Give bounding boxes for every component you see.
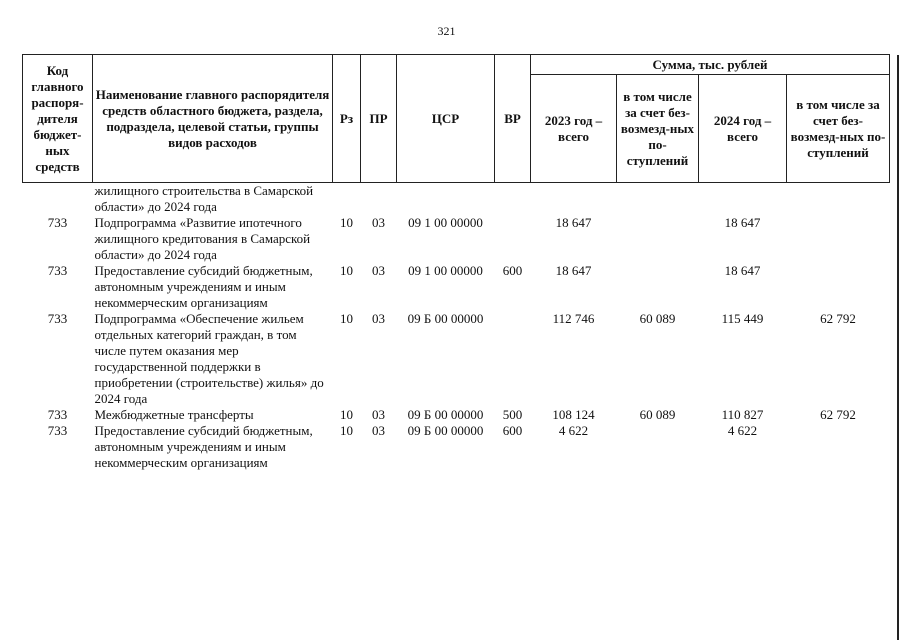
row-vr (495, 183, 531, 216)
header-rz: Рз (333, 55, 361, 183)
table-row (23, 311, 890, 407)
row-2024-total (699, 183, 787, 216)
row-vr (495, 215, 531, 263)
header-2023-grants: в том числе за счет без-возмезд-ных по-ступлений (617, 75, 699, 183)
row-rz: 10 (340, 263, 353, 278)
row-rz: 10 (340, 407, 353, 422)
row-pr: 03 (372, 215, 385, 230)
row-2023-total: 18 647 (555, 263, 592, 278)
row-code: 733 (47, 263, 68, 278)
row-name: Подпрограмма «Обеспечение жильем отдельных категорий граждан, в том числе путем оказания мер государственной поддержки в приобретении (строительстве) жилья» до 2024 года (94, 311, 324, 406)
row-2024-total: 115 449 (721, 311, 764, 326)
page-right-border (897, 55, 899, 640)
table-header (23, 55, 890, 183)
row-csr: 09 Б 00 00000 (407, 407, 484, 422)
row-pr (361, 183, 397, 216)
header-pr: ПР (361, 55, 397, 183)
row-2024-grants (787, 215, 890, 263)
row-2024-total: 18 647 (724, 215, 761, 230)
row-csr: 09 1 00 00000 (408, 263, 483, 278)
row-2023-total: 112 746 (552, 311, 595, 326)
row-2023-grants: 60 089 (639, 311, 676, 326)
row-code: 733 (47, 423, 68, 438)
row-2023-total (531, 183, 617, 216)
row-name: Межбюджетные трансферты (94, 407, 254, 422)
header-2023-total: 2023 год – всего (531, 75, 617, 183)
row-rz: 10 (340, 311, 353, 326)
row-2023-grants (617, 215, 699, 263)
row-pr: 03 (372, 263, 385, 278)
row-csr: 09 Б 00 00000 (407, 423, 484, 438)
row-code (23, 183, 93, 216)
row-name: жилищного строительства в Самарской области» до 2024 года (94, 183, 314, 214)
row-rz: 10 (340, 215, 353, 230)
row-2023-total: 18 647 (555, 215, 592, 230)
page-number: 321 (437, 24, 456, 38)
row-2023-total: 108 124 (552, 407, 595, 422)
row-name: Подпрограмма «Развитие ипотечного жилищного кредитования в Самарской области» до 2024 года (94, 215, 311, 262)
row-2024-grants: 62 792 (820, 407, 856, 422)
row-2024-grants (787, 423, 890, 471)
row-vr: 600 (502, 423, 523, 438)
row-2023-grants: 60 089 (639, 407, 676, 422)
table-row (23, 215, 890, 263)
row-pr: 03 (372, 423, 385, 438)
header-vr: ВР (495, 55, 531, 183)
row-csr: 09 Б 00 00000 (407, 311, 484, 326)
row-2024-total: 110 827 (721, 407, 764, 422)
table-row (23, 423, 890, 471)
row-csr: 09 1 00 00000 (408, 215, 483, 230)
row-code: 733 (47, 407, 68, 422)
header-2024-total: 2024 год – всего (699, 75, 787, 183)
budget-table (22, 54, 890, 471)
row-2024-grants (787, 263, 890, 311)
row-2023-grants (617, 423, 699, 471)
row-2024-grants (787, 183, 890, 216)
header-sum: Сумма, тыс. рублей (531, 55, 890, 75)
header-csr: ЦСР (397, 55, 495, 183)
row-vr (495, 311, 531, 407)
row-2023-grants (617, 183, 699, 216)
header-code: Код главного распоря-дителя бюджет-ных средств (23, 55, 93, 183)
row-2023-grants (617, 263, 699, 311)
row-pr: 03 (372, 311, 385, 326)
table-body (23, 183, 890, 472)
row-rz (333, 183, 361, 216)
row-name: Предоставление субсидий бюджетным, автономным учреждениям и иным некоммерческим организациям (94, 263, 313, 310)
row-pr: 03 (372, 407, 385, 422)
row-2023-total: 4 622 (558, 423, 589, 438)
row-vr: 500 (502, 407, 523, 422)
header-2024-grants: в том числе за счет без-возмезд-ных по-ступлений (787, 75, 890, 183)
row-2024-total: 18 647 (724, 263, 761, 278)
header-name: Наименование главного распорядителя средств областного бюджета, раздела, подраздела, целевой статьи, группы видов расходов (93, 55, 333, 183)
row-vr: 600 (502, 263, 523, 278)
row-name: Предоставление субсидий бюджетным, автономным учреждениям и иным некоммерческим организациям (94, 423, 313, 470)
row-code: 733 (47, 311, 68, 326)
row-code: 733 (47, 215, 68, 230)
table-row (23, 263, 890, 311)
row-2024-grants: 62 792 (820, 311, 856, 326)
row-csr (397, 183, 495, 216)
table-row (23, 183, 890, 216)
row-2024-total: 4 622 (727, 423, 758, 438)
row-rz: 10 (340, 423, 353, 438)
table-row (23, 407, 890, 423)
